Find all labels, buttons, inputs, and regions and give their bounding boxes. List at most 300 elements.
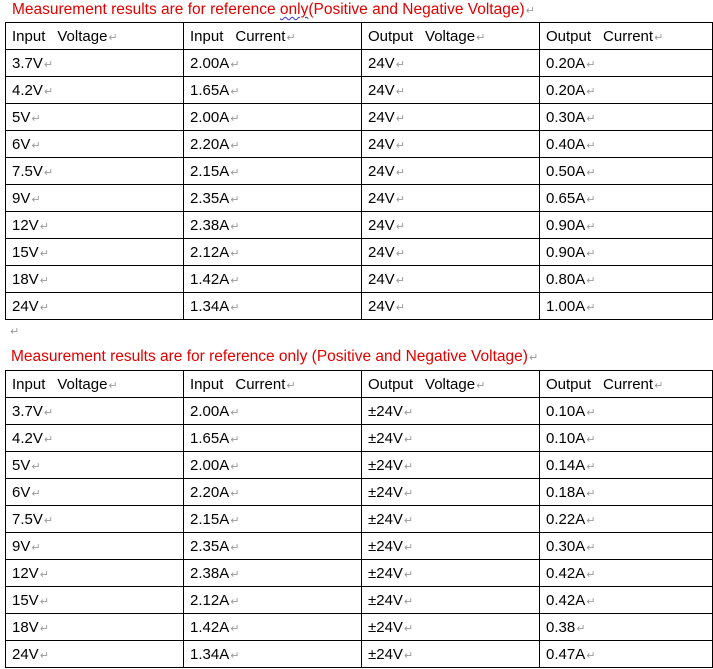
cell-value: ±24V bbox=[368, 483, 403, 501]
cell-value: 15V bbox=[12, 243, 39, 261]
table2-caption-text: Measurement results are for reference only (Positive and Negative Voltage) bbox=[11, 348, 528, 365]
cell-value: 0.30A bbox=[546, 108, 586, 126]
cell-value: 0.40A bbox=[546, 135, 586, 153]
paragraph-mark-icon: ↵ bbox=[395, 220, 405, 233]
cell-value: 1.00A bbox=[546, 297, 586, 315]
table-cell bbox=[184, 158, 362, 185]
table-cell bbox=[6, 398, 184, 425]
table-row bbox=[6, 506, 713, 533]
table-row bbox=[6, 131, 713, 158]
table-cell bbox=[540, 479, 713, 506]
paragraph-mark-icon: ↵ bbox=[230, 85, 240, 98]
paragraph-mark-icon: ↵ bbox=[476, 31, 486, 44]
cell-value: 12V bbox=[12, 216, 39, 234]
paragraph-mark-icon: ↵ bbox=[403, 406, 414, 419]
paragraph-mark-icon: ↵ bbox=[31, 112, 41, 125]
paragraph-mark-icon: ↵ bbox=[395, 139, 405, 152]
cell-value: 15V bbox=[12, 591, 39, 609]
column-header bbox=[184, 23, 362, 50]
cell-value: 24V bbox=[12, 645, 39, 663]
cell-value: 0.50A bbox=[546, 162, 586, 180]
results-table-2 bbox=[5, 370, 713, 668]
paragraph-mark-icon: ↵ bbox=[586, 85, 596, 98]
table-row bbox=[6, 77, 713, 104]
table-cell bbox=[362, 131, 540, 158]
table-cell bbox=[184, 293, 362, 320]
paragraph-mark-icon: ↵ bbox=[230, 568, 240, 581]
cell-value: 1.34A bbox=[190, 297, 230, 315]
paragraph-mark-icon: ↵ bbox=[230, 649, 240, 662]
table-cell bbox=[6, 131, 184, 158]
column-header bbox=[6, 371, 184, 398]
table-cell bbox=[184, 266, 362, 293]
paragraph-mark-icon: ↵ bbox=[403, 433, 414, 446]
table-row bbox=[6, 266, 713, 293]
table-cell bbox=[540, 293, 713, 320]
table1-caption bbox=[12, 1, 535, 19]
table-cell bbox=[540, 185, 713, 212]
cell-value: 2.35A bbox=[190, 537, 230, 555]
table-cell bbox=[540, 560, 713, 587]
paragraph-mark-icon: ↵ bbox=[586, 514, 596, 527]
table-cell bbox=[6, 212, 184, 239]
paragraph-mark-icon: ↵ bbox=[586, 166, 596, 179]
paragraph-mark-icon: ↵ bbox=[586, 568, 596, 581]
cell-value: 0.42A bbox=[546, 591, 586, 609]
table-cell bbox=[6, 641, 184, 668]
table-cell bbox=[540, 212, 713, 239]
table-cell bbox=[6, 425, 184, 452]
paragraph-mark-icon: ↵ bbox=[395, 193, 405, 206]
cell-value: 2.00A bbox=[190, 54, 230, 72]
column-header-word: Input bbox=[190, 375, 224, 393]
table-row bbox=[6, 560, 713, 587]
column-header bbox=[6, 23, 184, 50]
column-header bbox=[184, 371, 362, 398]
paragraph-mark-icon: ↵ bbox=[403, 460, 414, 473]
cell-value: 24V bbox=[368, 162, 395, 180]
table-row bbox=[6, 158, 713, 185]
paragraph-mark-icon: ↵ bbox=[403, 487, 414, 500]
table-cell bbox=[184, 239, 362, 266]
column-header bbox=[362, 371, 540, 398]
column-header-word: Output bbox=[546, 375, 592, 393]
table-cell bbox=[540, 614, 713, 641]
table-cell bbox=[184, 479, 362, 506]
paragraph-mark-icon: ↵ bbox=[395, 274, 405, 287]
cell-value: 2.00A bbox=[190, 108, 230, 126]
table-cell bbox=[540, 158, 713, 185]
paragraph-mark-icon: ↵ bbox=[230, 274, 240, 287]
table-cell bbox=[540, 506, 713, 533]
cell-value: 5V bbox=[12, 456, 31, 474]
cell-value: 1.42A bbox=[190, 270, 230, 288]
paragraph-mark-icon: ↵ bbox=[230, 514, 240, 527]
paragraph-mark-icon: ↵ bbox=[43, 514, 54, 527]
paragraph-mark-icon: ↵ bbox=[39, 247, 49, 260]
paragraph-mark-icon: ↵ bbox=[586, 649, 596, 662]
paragraph-mark-icon: ↵ bbox=[654, 31, 664, 44]
cell-value: 7.5V bbox=[12, 162, 43, 180]
cell-value: 0.30A bbox=[546, 537, 586, 555]
cell-value: ±24V bbox=[368, 645, 403, 663]
cell-value: 24V bbox=[368, 243, 395, 261]
table-cell bbox=[540, 452, 713, 479]
table-cell bbox=[6, 479, 184, 506]
column-header-word: Output bbox=[546, 27, 592, 45]
paragraph-mark-icon: ↵ bbox=[43, 406, 54, 419]
paragraph-mark-icon: ↵ bbox=[586, 406, 596, 419]
cell-value: 12V bbox=[12, 564, 39, 582]
paragraph-mark-icon: ↵ bbox=[43, 433, 54, 446]
paragraph-mark-icon: ↵ bbox=[528, 352, 539, 364]
table-row bbox=[6, 587, 713, 614]
cell-value: 0.10A bbox=[546, 402, 586, 420]
column-header-word: Input bbox=[190, 27, 224, 45]
table-row bbox=[6, 479, 713, 506]
table-cell bbox=[6, 50, 184, 77]
paragraph-mark-icon: ↵ bbox=[230, 487, 240, 500]
table-cell bbox=[6, 533, 184, 560]
column-header-word: Current bbox=[603, 27, 654, 45]
table-cell bbox=[362, 293, 540, 320]
table-row bbox=[6, 452, 713, 479]
table-cell bbox=[362, 77, 540, 104]
paragraph-mark-icon: ↵ bbox=[586, 58, 596, 71]
paragraph-mark-icon: ↵ bbox=[230, 622, 240, 635]
cell-value: 24V bbox=[368, 297, 395, 315]
cell-value: 7.5V bbox=[12, 510, 43, 528]
paragraph-mark-icon: ↵ bbox=[286, 31, 296, 44]
cell-value: 18V bbox=[12, 618, 39, 636]
table-cell bbox=[6, 266, 184, 293]
paragraph-mark-icon: ↵ bbox=[395, 85, 405, 98]
paragraph-mark-icon: ↵ bbox=[403, 568, 414, 581]
table-cell bbox=[362, 452, 540, 479]
table-cell bbox=[540, 131, 713, 158]
cell-value: 2.15A bbox=[190, 162, 230, 180]
paragraph-mark-icon: ↵ bbox=[39, 622, 49, 635]
table-cell bbox=[184, 212, 362, 239]
table1-caption-part3: (Positive and Negative Voltage) bbox=[308, 1, 525, 18]
table-cell bbox=[540, 50, 713, 77]
cell-value: 24V bbox=[368, 189, 395, 207]
cell-value: 9V bbox=[12, 189, 31, 207]
paragraph-mark-icon: ↵ bbox=[39, 274, 49, 287]
column-header-word: Voltage bbox=[57, 27, 108, 45]
table-header-row bbox=[6, 23, 713, 50]
table-cell bbox=[184, 131, 362, 158]
table-cell bbox=[362, 239, 540, 266]
cell-value: 0.22A bbox=[546, 510, 586, 528]
table-cell bbox=[184, 533, 362, 560]
table-cell bbox=[6, 452, 184, 479]
paragraph-mark-icon: ↵ bbox=[654, 379, 664, 392]
table-cell bbox=[362, 479, 540, 506]
paragraph-mark-icon: ↵ bbox=[43, 85, 54, 98]
cell-value: 24V bbox=[368, 54, 395, 72]
table-row bbox=[6, 614, 713, 641]
paragraph-mark-icon: ↵ bbox=[576, 622, 586, 635]
cell-value: 6V bbox=[12, 135, 31, 153]
paragraph-mark-icon: ↵ bbox=[403, 622, 414, 635]
cell-value: 2.38A bbox=[190, 564, 230, 582]
table-cell bbox=[6, 239, 184, 266]
paragraph-mark-icon: ↵ bbox=[586, 433, 596, 446]
cell-value: ±24V bbox=[368, 591, 403, 609]
column-header-word: Output bbox=[368, 27, 414, 45]
paragraph-mark-icon: ↵ bbox=[230, 220, 240, 233]
paragraph-mark-icon: ↵ bbox=[39, 301, 49, 314]
paragraph-mark-icon: ↵ bbox=[586, 139, 596, 152]
table2-caption bbox=[11, 348, 538, 366]
cell-value: 0.90A bbox=[546, 216, 586, 234]
cell-value: 1.65A bbox=[190, 429, 230, 447]
paragraph-mark-icon: ↵ bbox=[43, 166, 54, 179]
paragraph-mark-icon: ↵ bbox=[31, 193, 41, 206]
cell-value: 1.65A bbox=[190, 81, 230, 99]
table-cell bbox=[6, 293, 184, 320]
table1-caption-part2: only bbox=[279, 1, 309, 18]
table-cell bbox=[540, 398, 713, 425]
cell-value: 9V bbox=[12, 537, 31, 555]
table-row bbox=[6, 104, 713, 131]
cell-value: ±24V bbox=[368, 429, 403, 447]
cell-value: 4.2V bbox=[12, 81, 43, 99]
paragraph-mark-icon: ↵ bbox=[108, 31, 118, 44]
cell-value: 5V bbox=[12, 108, 31, 126]
cell-value: 2.38A bbox=[190, 216, 230, 234]
paragraph-mark-icon: ↵ bbox=[43, 58, 54, 71]
column-header bbox=[540, 371, 713, 398]
paragraph-mark-icon: ↵ bbox=[31, 460, 41, 473]
column-header bbox=[362, 23, 540, 50]
paragraph-mark-icon: ↵ bbox=[230, 460, 240, 473]
cell-value: 24V bbox=[368, 108, 395, 126]
paragraph-mark-icon: ↵ bbox=[586, 193, 596, 206]
paragraph-mark-icon: ↵ bbox=[586, 274, 596, 287]
table-cell bbox=[184, 185, 362, 212]
paragraph-mark-icon: ↵ bbox=[230, 406, 240, 419]
cell-value: 2.35A bbox=[190, 189, 230, 207]
cell-value: 1.42A bbox=[190, 618, 230, 636]
cell-value: ±24V bbox=[368, 564, 403, 582]
cell-value: 2.20A bbox=[190, 483, 230, 501]
paragraph-mark-icon: ↵ bbox=[586, 487, 596, 500]
table-cell bbox=[362, 587, 540, 614]
table-cell bbox=[540, 533, 713, 560]
cell-value: 0.42A bbox=[546, 564, 586, 582]
column-header-word: Current bbox=[603, 375, 654, 393]
cell-value: 0.47A bbox=[546, 645, 586, 663]
paragraph-mark-icon: ↵ bbox=[31, 541, 41, 554]
paragraph-mark-icon: ↵ bbox=[403, 595, 414, 608]
table-row bbox=[6, 533, 713, 560]
column-header-word: Output bbox=[368, 375, 414, 393]
table-cell bbox=[540, 425, 713, 452]
paragraph-mark-icon: ↵ bbox=[403, 649, 414, 662]
paragraph-mark-icon: ↵ bbox=[230, 433, 240, 446]
table-header-row bbox=[6, 371, 713, 398]
cell-value: 2.15A bbox=[190, 510, 230, 528]
cell-value: 18V bbox=[12, 270, 39, 288]
paragraph-mark-icon: ↵ bbox=[39, 220, 49, 233]
table-cell bbox=[362, 266, 540, 293]
table-cell bbox=[540, 641, 713, 668]
table-cell bbox=[6, 104, 184, 131]
column-header-word: Input bbox=[12, 27, 46, 45]
table-cell bbox=[184, 641, 362, 668]
paragraph-mark-icon: ↵ bbox=[31, 487, 41, 500]
paragraph-mark-icon: ↵ bbox=[230, 112, 240, 125]
paragraph-mark-icon: ↵ bbox=[395, 247, 405, 260]
table-cell bbox=[184, 614, 362, 641]
table-cell bbox=[540, 587, 713, 614]
cell-value: 3.7V bbox=[12, 54, 43, 72]
table-cell bbox=[362, 533, 540, 560]
table-cell bbox=[184, 104, 362, 131]
paragraph-mark-icon: ↵ bbox=[586, 220, 596, 233]
cell-value: 2.20A bbox=[190, 135, 230, 153]
paragraph-mark-icon: ↵ bbox=[39, 595, 49, 608]
table-cell bbox=[6, 560, 184, 587]
column-header-word: Current bbox=[235, 375, 286, 393]
table-cell bbox=[362, 104, 540, 131]
table-cell bbox=[540, 77, 713, 104]
paragraph-mark-icon: ↵ bbox=[586, 112, 596, 125]
cell-value: 24V bbox=[368, 216, 395, 234]
paragraph-mark-icon: ↵ bbox=[230, 595, 240, 608]
paragraph-mark-icon: ↵ bbox=[395, 301, 405, 314]
cell-value: 1.34A bbox=[190, 645, 230, 663]
table-cell bbox=[184, 425, 362, 452]
paragraph-mark-icon: ↵ bbox=[10, 326, 20, 338]
table-cell bbox=[6, 587, 184, 614]
cell-value: 2.00A bbox=[190, 402, 230, 420]
cell-value: 0.80A bbox=[546, 270, 586, 288]
results-table-1 bbox=[5, 22, 713, 320]
cell-value: ±24V bbox=[368, 456, 403, 474]
paragraph-mark-icon: ↵ bbox=[230, 247, 240, 260]
table-cell bbox=[184, 452, 362, 479]
cell-value: 0.18A bbox=[546, 483, 586, 501]
paragraph-mark-icon: ↵ bbox=[230, 301, 240, 314]
cell-value: 0.14A bbox=[546, 456, 586, 474]
table-cell bbox=[6, 77, 184, 104]
paragraph-mark-icon: ↵ bbox=[586, 301, 596, 314]
column-header-word: Current bbox=[235, 27, 286, 45]
cell-value: 2.12A bbox=[190, 591, 230, 609]
table-cell bbox=[362, 212, 540, 239]
table-row bbox=[6, 185, 713, 212]
cell-value: 0.20A bbox=[546, 81, 586, 99]
column-header bbox=[540, 23, 713, 50]
cell-value: 0.90A bbox=[546, 243, 586, 261]
paragraph-mark-icon: ↵ bbox=[286, 379, 296, 392]
paragraph-mark-icon: ↵ bbox=[395, 58, 405, 71]
paragraph-mark-icon: ↵ bbox=[108, 379, 118, 392]
cell-value: 24V bbox=[368, 135, 395, 153]
table-row bbox=[6, 212, 713, 239]
paragraph-mark-icon: ↵ bbox=[230, 139, 240, 152]
paragraph-mark-icon: ↵ bbox=[395, 166, 405, 179]
cell-value: 6V bbox=[12, 483, 31, 501]
table-cell bbox=[184, 50, 362, 77]
table-cell bbox=[184, 587, 362, 614]
table-cell bbox=[184, 506, 362, 533]
cell-value: 4.2V bbox=[12, 429, 43, 447]
table1-caption-part1: Measurement results are for reference bbox=[12, 1, 280, 18]
table-cell bbox=[184, 398, 362, 425]
table-cell bbox=[6, 614, 184, 641]
table-cell bbox=[362, 50, 540, 77]
cell-value: 0.10A bbox=[546, 429, 586, 447]
table-cell bbox=[362, 425, 540, 452]
cell-value: 2.00A bbox=[190, 456, 230, 474]
cell-value: ±24V bbox=[368, 618, 403, 636]
cell-value: ±24V bbox=[368, 402, 403, 420]
paragraph-mark-icon: ↵ bbox=[586, 595, 596, 608]
table-cell bbox=[362, 398, 540, 425]
paragraph-mark-icon: ↵ bbox=[230, 166, 240, 179]
table-cell bbox=[540, 266, 713, 293]
paragraph-mark-icon: ↵ bbox=[31, 139, 41, 152]
table-cell bbox=[184, 77, 362, 104]
cell-value: 0.38 bbox=[546, 618, 576, 636]
paragraph-mark-icon: ↵ bbox=[39, 568, 49, 581]
table-cell bbox=[6, 158, 184, 185]
table-row bbox=[6, 398, 713, 425]
paragraph-mark-icon: ↵ bbox=[476, 379, 486, 392]
cell-value: 24V bbox=[368, 270, 395, 288]
paragraph-mark-icon: ↵ bbox=[230, 58, 240, 71]
cell-value: 0.65A bbox=[546, 189, 586, 207]
table-cell bbox=[362, 158, 540, 185]
table-cell bbox=[362, 560, 540, 587]
paragraph-mark-icon: ↵ bbox=[403, 541, 414, 554]
table-cell bbox=[540, 104, 713, 131]
table-cell bbox=[540, 239, 713, 266]
paragraph-mark-icon: ↵ bbox=[395, 112, 405, 125]
cell-value: ±24V bbox=[368, 510, 403, 528]
table-row bbox=[6, 50, 713, 77]
paragraph-mark-icon: ↵ bbox=[586, 541, 596, 554]
cell-value: ±24V bbox=[368, 537, 403, 555]
table-row bbox=[6, 239, 713, 266]
table-row bbox=[6, 293, 713, 320]
table-cell bbox=[362, 185, 540, 212]
cell-value: 3.7V bbox=[12, 402, 43, 420]
column-header-word: Voltage bbox=[57, 375, 108, 393]
paragraph-mark-icon: ↵ bbox=[230, 193, 240, 206]
paragraph-mark-icon: ↵ bbox=[403, 514, 414, 527]
table-cell bbox=[362, 641, 540, 668]
cell-value: 2.12A bbox=[190, 243, 230, 261]
column-header-word: Voltage bbox=[425, 27, 476, 45]
cell-value: 24V bbox=[12, 297, 39, 315]
cell-value: 24V bbox=[368, 81, 395, 99]
table-cell bbox=[184, 560, 362, 587]
paragraph-mark-icon: ↵ bbox=[230, 541, 240, 554]
paragraph-mark-icon: ↵ bbox=[39, 649, 49, 662]
paragraph-mark-icon: ↵ bbox=[586, 460, 596, 473]
table-row bbox=[6, 641, 713, 668]
table-cell bbox=[362, 506, 540, 533]
table-cell bbox=[6, 185, 184, 212]
column-header-word: Input bbox=[12, 375, 46, 393]
column-header-word: Voltage bbox=[425, 375, 476, 393]
cell-value: 0.20A bbox=[546, 54, 586, 72]
